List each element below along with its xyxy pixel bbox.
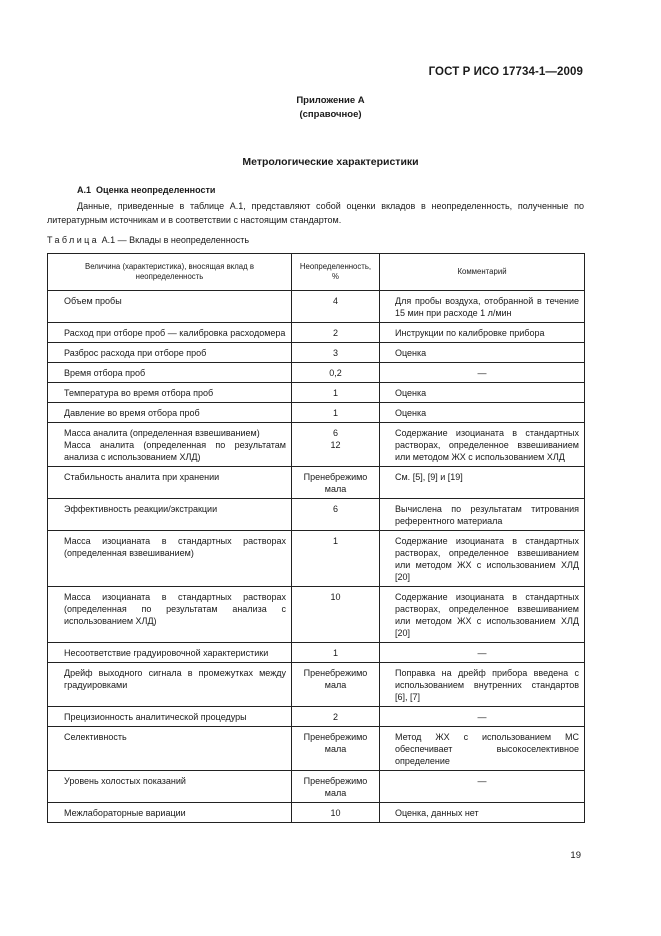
page-number: 19 [570,850,581,861]
comment-text: Оценка [395,408,427,418]
cell-comment [380,771,585,803]
uncertainty-value: Пренебрежимо мала [303,472,368,494]
comment-text: Оценка [395,348,427,358]
uncertainty-value: 10 [330,592,341,602]
uncertainty-value: 0,2 [329,368,342,378]
cell-quantity [48,663,292,707]
quantity-text: Межлабораторные вариации [64,808,186,818]
cell-comment [380,707,585,727]
uncertainty-value: 6 [332,504,338,514]
table-row [48,383,585,403]
quantity-text: Масса изоцианата в стандартных растворах (определенная по результатам анализа с использованием ХЛД) [64,592,286,626]
cell-comment [380,343,585,363]
uncertainty-value: 2 [332,328,338,338]
cell-quantity [48,771,292,803]
cell-comment [380,663,585,707]
uncertainty-value: 1 [332,648,338,658]
table-row [48,403,585,423]
cell-uncertainty [292,531,380,587]
subsection-heading [77,185,215,195]
uncertainty-value: 2 [332,712,338,722]
cell-comment [380,587,585,643]
comment-text: Содержание изоцианата в стандартных растворах, определенное взвешиванием или методом ЖХ с использованием ХЛД [20] [395,592,579,638]
cell-uncertainty [292,363,380,383]
table-row [48,467,585,499]
cell-quantity [48,467,292,499]
cell-comment [380,363,585,383]
section-title: Метрологические характеристики [242,156,419,168]
comment-text: Вычислена по результатам титрования референтного материала [395,504,579,526]
uncertainty-value: Пренебрежимо мала [303,668,368,690]
uncertainty-value: 4 [332,296,338,306]
quantity-text: Масса аналита (определенная взвешиванием) [64,428,260,438]
uncertainty-value: 1 [332,536,338,546]
subsection-number: А.1 [77,185,92,195]
uncertainty-value: 1 [332,408,338,418]
comment-text: См. [5], [9] и [19] [395,472,463,482]
quantity-text: Объем пробы [64,296,122,306]
cell-uncertainty [292,467,380,499]
cell-quantity [48,403,292,423]
cell-uncertainty [292,587,380,643]
cell-comment [380,403,585,423]
cell-quantity [48,803,292,823]
cell-uncertainty [292,771,380,803]
cell-uncertainty [292,383,380,403]
quantity-text: Несоответствие градуировочной характеристики [64,648,269,658]
cell-uncertainty [292,643,380,663]
cell-comment [380,423,585,467]
comment-text: — [477,648,487,658]
cell-quantity [48,343,292,363]
quantity-text-secondary: Масса аналита (определенная по результатам анализа с использованием ХЛД) [64,440,286,462]
table-row [48,587,585,643]
quantity-text: Температура во время отбора проб [64,388,214,398]
header-quantity: Величина (характеристика), вносящая вклад в неопределенность [48,254,292,291]
cell-uncertainty [292,707,380,727]
table-caption-label: Таблица [47,235,100,245]
comment-text: Метод ЖХ с использованием МС обеспечивает высокоселективное определение [395,732,579,766]
table-row [48,663,585,707]
table-row [48,291,585,323]
uncertainty-value: 1 [332,388,338,398]
table-body [48,291,585,823]
cell-uncertainty [292,423,380,467]
uncertainty-table [47,253,585,823]
table-row [48,363,585,383]
quantity-text: Разброс расхода при отборе проб [64,348,207,358]
table-row [48,323,585,343]
cell-uncertainty [292,727,380,771]
appendix-subtitle: (справочное) [299,109,362,120]
cell-uncertainty [292,403,380,423]
comment-text: — [477,712,487,722]
uncertainty-value: 3 [332,348,338,358]
cell-comment [380,323,585,343]
comment-text: — [477,368,487,378]
quantity-text: Дрейф выходного сигнала в промежутках между градуировками [64,668,286,690]
cell-uncertainty [292,803,380,823]
subsection-title: Оценка неопределенности [96,185,216,195]
comment-text: Содержание изоцианата в стандартных растворах, определенное взвешиванием или методом ЖХ с использованием ХЛД [20] [395,536,579,582]
comment-text: Для пробы воздуха, отобранной в течение 15 мин при расходе 1 л/мин [395,296,579,318]
uncertainty-value: Пренебрежимо мала [303,776,368,798]
table-row [48,771,585,803]
quantity-text: Время отбора проб [64,368,146,378]
intro-paragraph [47,199,584,227]
quantity-text: Стабильность аналита при хранении [64,472,220,482]
comment-text: Оценка [395,388,427,398]
document-standard-number: ГОСТ Р ИСО 17734-1—2009 [428,66,583,78]
quantity-text: Прецизионность аналитической процедуры [64,712,247,722]
cell-uncertainty [292,499,380,531]
cell-quantity [48,499,292,531]
table-row [48,803,585,823]
quantity-text: Масса изоцианата в стандартных растворах (определенная взвешиванием) [64,536,286,558]
uncertainty-value: 10 [330,808,341,818]
cell-quantity [48,363,292,383]
appendix-title: Приложение А [296,95,365,106]
cell-comment [380,643,585,663]
cell-comment [380,467,585,499]
comment-text: Поправка на дрейф прибора введена с использованием внутренних стандартов [6], [7] [395,668,579,702]
table-row [48,727,585,771]
cell-uncertainty [292,663,380,707]
table-row [48,531,585,587]
cell-quantity [48,423,292,467]
cell-uncertainty [292,323,380,343]
cell-comment [380,383,585,403]
cell-uncertainty [292,291,380,323]
table-row [48,643,585,663]
comment-text: Содержание изоцианата в стандартных растворах, определенное взвешиванием или методом ЖХ с использованием ХЛД [395,428,579,462]
cell-comment [380,727,585,771]
cell-comment [380,803,585,823]
quantity-text: Уровень холостых показаний [64,776,186,786]
header-comment: Комментарий [380,254,585,291]
uncertainty-value-secondary: 12 [330,440,341,450]
cell-quantity [48,643,292,663]
uncertainty-value: 6 [332,428,338,438]
uncertainty-value: Пренебрежимо мала [303,732,368,754]
table-row [48,499,585,531]
appendix-heading [0,94,661,122]
quantity-text: Селективность [64,732,127,742]
table-header-row [48,254,585,291]
quantity-text: Эффективность реакции/экстракции [64,504,218,514]
quantity-text: Расход при отборе проб — калибровка расходомера [64,328,286,338]
cell-uncertainty [292,343,380,363]
table-row [48,707,585,727]
quantity-text: Давление во время отбора проб [64,408,200,418]
cell-quantity [48,383,292,403]
table-caption-text: А.1 — Вклады в неопределенность [101,235,250,245]
comment-text: Оценка, данных нет [395,808,479,818]
cell-quantity [48,291,292,323]
cell-quantity [48,707,292,727]
cell-quantity [48,587,292,643]
cell-quantity [48,323,292,343]
cell-comment [380,291,585,323]
cell-quantity [48,531,292,587]
cell-comment [380,531,585,587]
table-row [48,423,585,467]
comment-text: — [477,776,487,786]
table-row [48,343,585,363]
header-uncertainty: Неопределенность, % [292,254,380,291]
cell-quantity [48,727,292,771]
intro-paragraph-text: Данные, приведенные в таблице А.1, представляют собой оценки вкладов в неопределенность, полученные по литературным источникам и в соответствии с настоящим стандартом. [47,201,584,225]
table-caption [47,235,249,245]
cell-comment [380,499,585,531]
comment-text: Инструкции по калибровке прибора [395,328,545,338]
